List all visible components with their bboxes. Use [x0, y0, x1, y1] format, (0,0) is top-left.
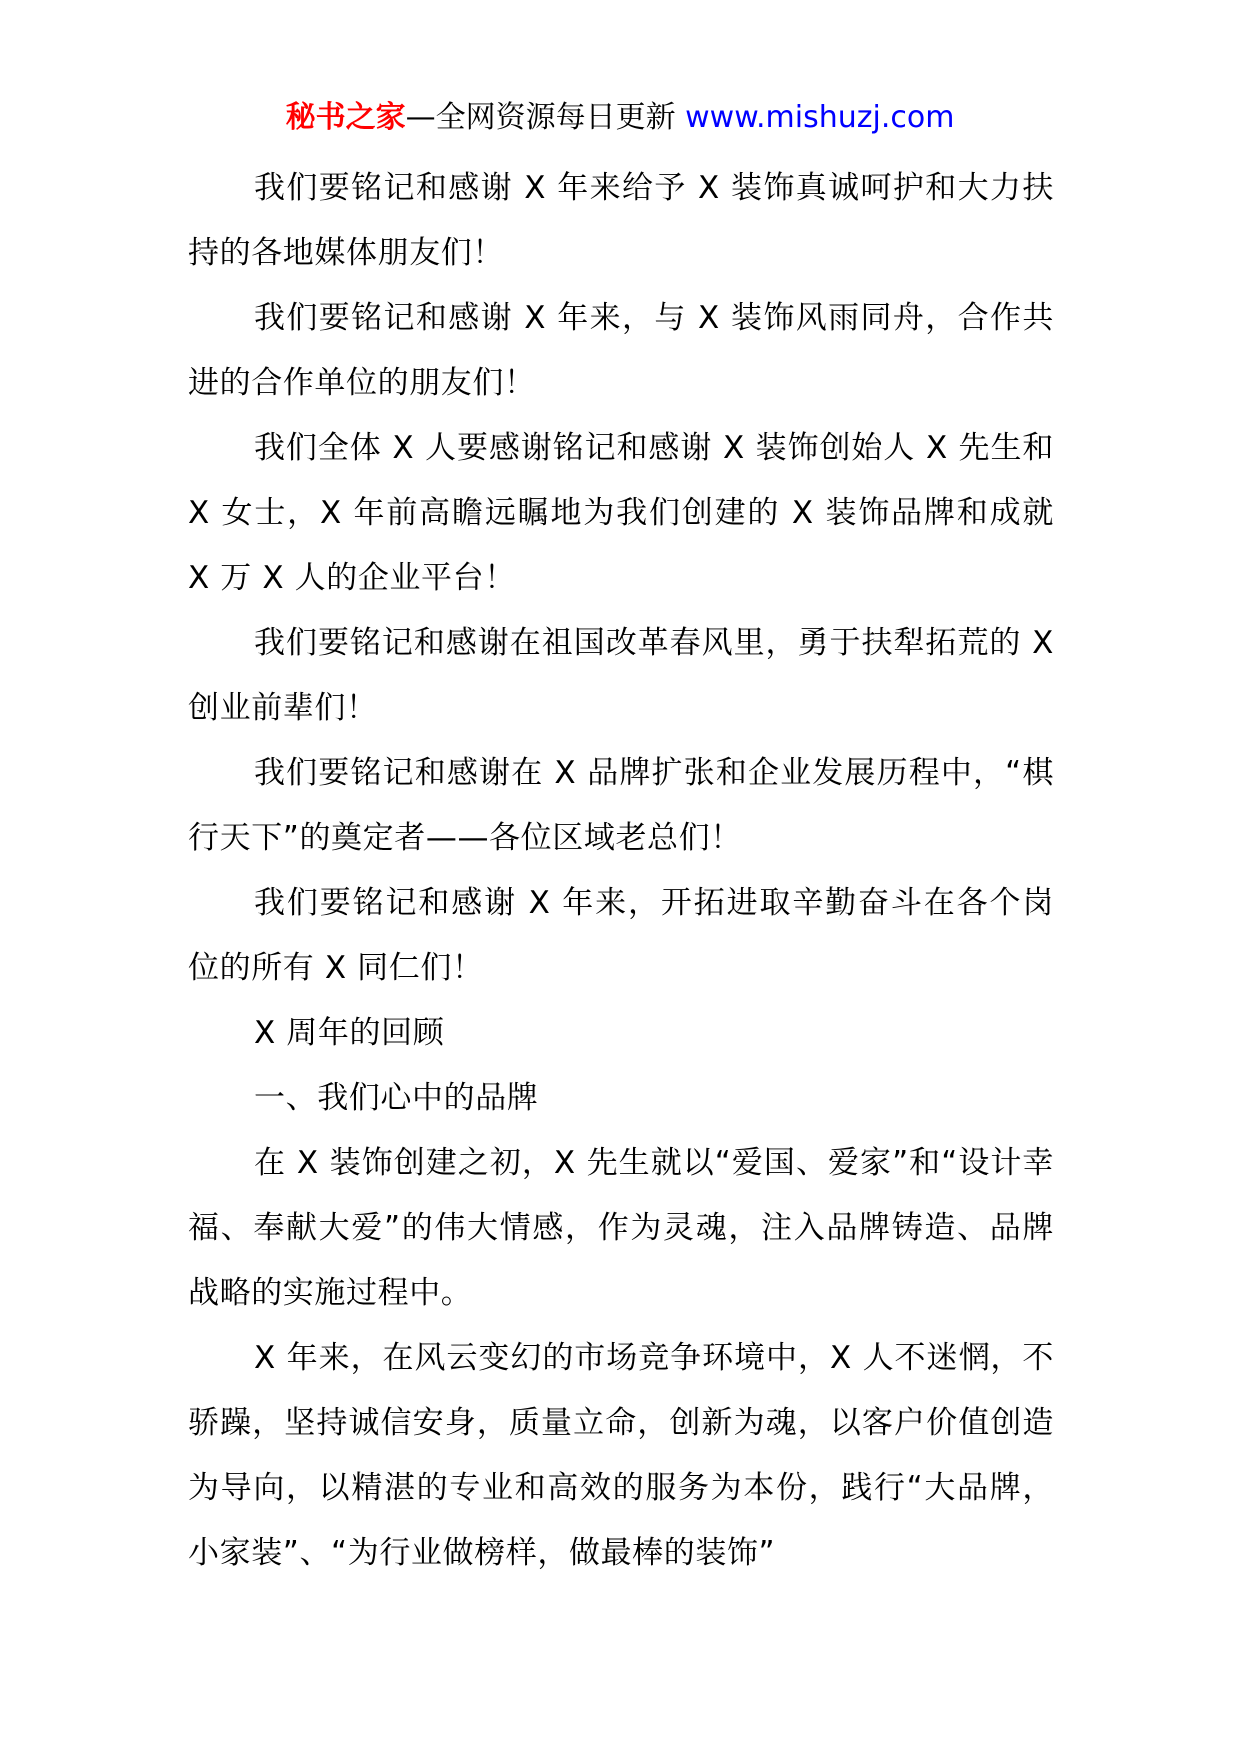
- site-brand: 秘书之家: [285, 100, 406, 135]
- site-tagline: —全网资源每日更新: [405, 100, 686, 135]
- paragraph: 我们全体 X 人要感谢铭记和感谢 X 装饰创始人 X 先生和 X 女士，X 年前高瞻远瞩地为我们创建的 X 装饰品牌和成就 X 万 X 人的企业平台！: [188, 430, 1054, 596]
- site-header: [0, 98, 1240, 138]
- paragraph: 我们要铭记和感谢在祖国改革春风里，勇于扶犁拓荒的 X 创业前辈们！: [188, 625, 1054, 726]
- site-url-link[interactable]: www.mishuzj.com: [685, 100, 955, 135]
- section-subheading: 一、我们心中的品牌: [254, 1080, 539, 1116]
- paragraph: 在 X 装饰创建之初，X 先生就以“爱国、爱家”和“设计幸福、奉献大爱”的伟大情感，作为灵魂，注入品牌铸造、品牌战略的实施过程中。: [188, 1145, 1054, 1311]
- paragraph: 我们要铭记和感谢 X 年来，与 X 装饰风雨同舟，合作共进的合作单位的朋友们！: [188, 300, 1054, 401]
- paragraph: 我们要铭记和感谢 X 年来，开拓进取辛勤奋斗在各个岗位的所有 X 同仁们！: [188, 885, 1054, 986]
- paragraph: 我们要铭记和感谢 X 年来给予 X 装饰真诚呵护和大力扶持的各地媒体朋友们！: [188, 170, 1054, 271]
- paragraph: X 年来，在风云变幻的市场竞争环境中，X 人不迷惘，不骄躁，坚持诚信安身，质量立命，创新为魂，以客户价值创造为导向，以精湛的专业和高效的服务为本份，践行“大品牌，小家装”、“为行业做榜样，做最棒的装饰”: [188, 1340, 1054, 1571]
- document-body: [188, 156, 1054, 1586]
- paragraph: 我们要铭记和感谢在 X 品牌扩张和企业发展历程中，“棋行天下”的奠定者——各位区域老总们！: [188, 755, 1054, 856]
- section-heading: X 周年的回顾: [254, 1015, 445, 1051]
